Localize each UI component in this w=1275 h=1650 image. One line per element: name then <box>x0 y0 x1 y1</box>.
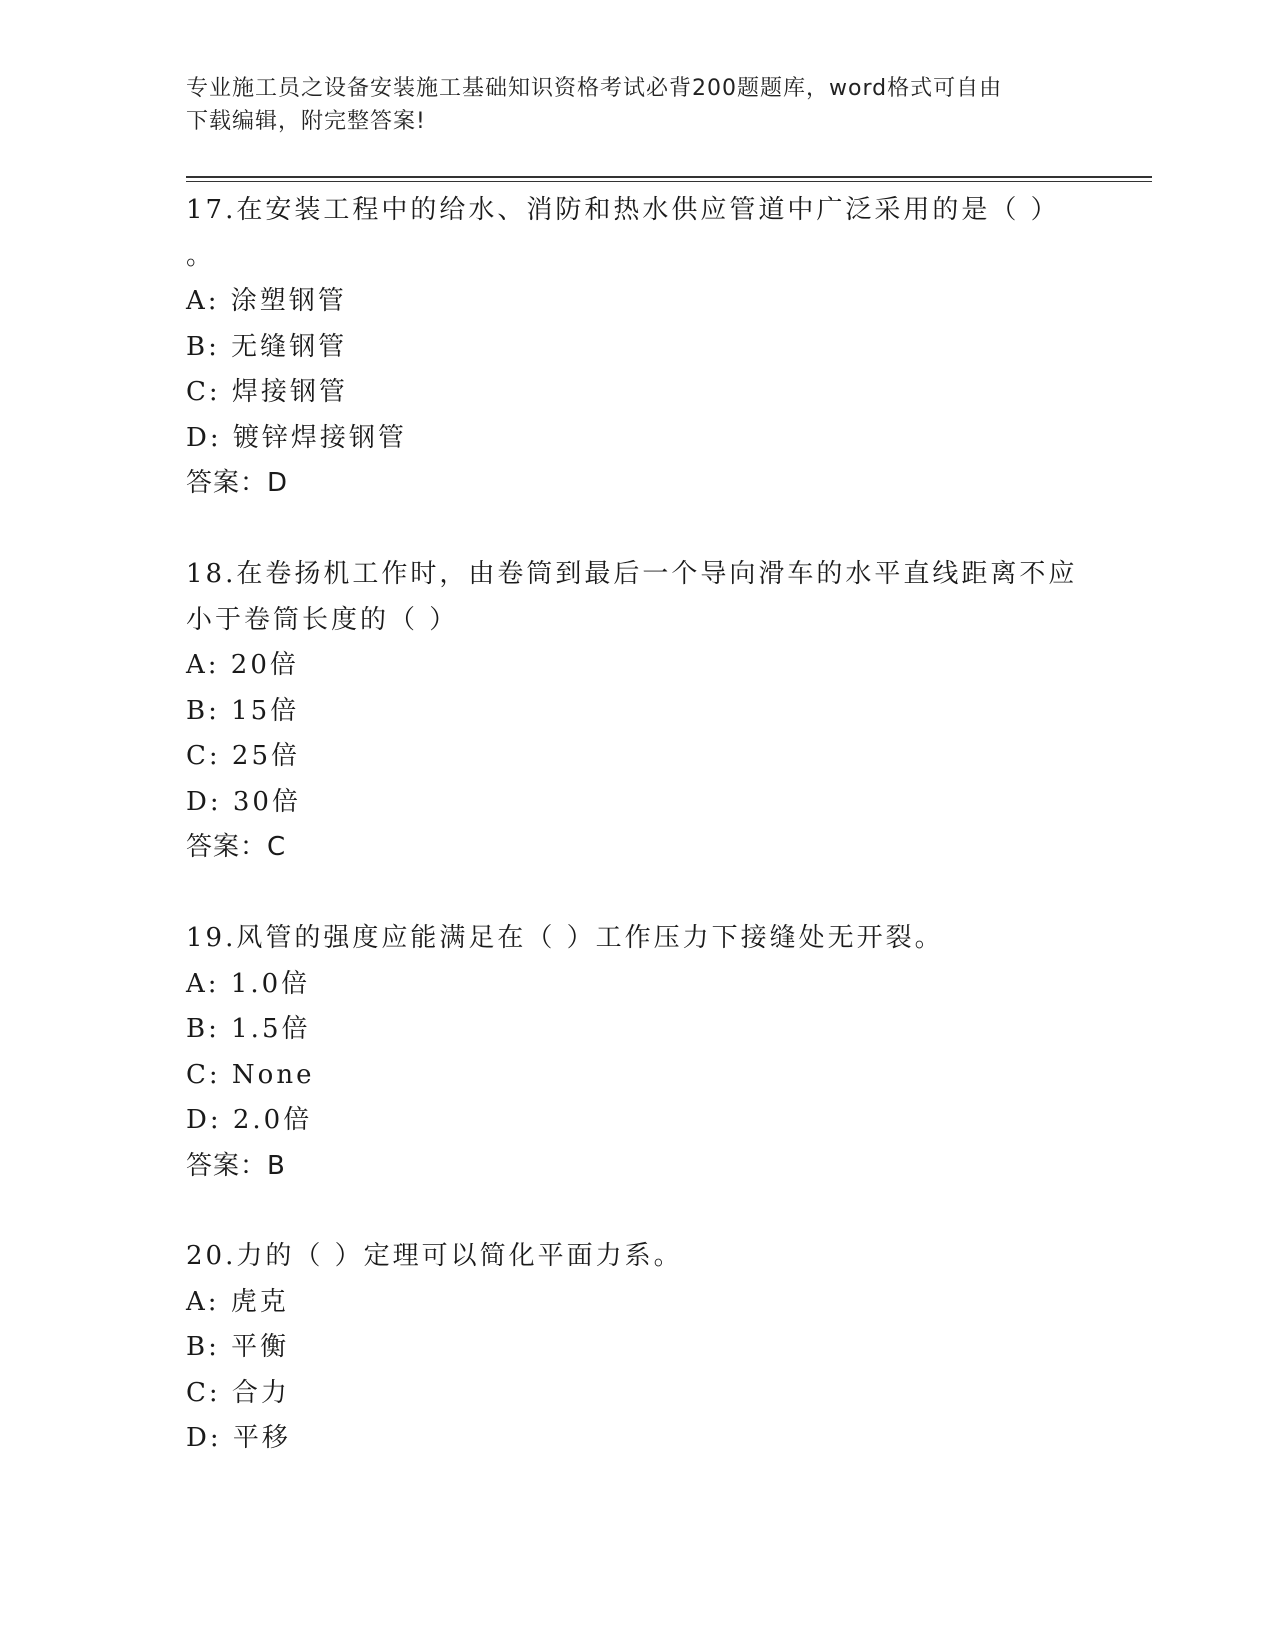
question-stem: 19.风管的强度应能满足在（ ）工作压力下接缝处无开裂。 <box>186 923 944 953</box>
option-b: B: 无缝钢管 <box>186 331 348 362</box>
option-c: C: 合力 <box>186 1377 290 1408</box>
option-b: B: 1.5倍 <box>186 1014 311 1044</box>
option-a: A: 20倍 <box>186 650 299 680</box>
option-b: B: 平衡 <box>186 1332 290 1362</box>
question-stem: 小于卷筒长度的（ ） <box>186 604 459 635</box>
answer-line: 答案：C <box>186 832 287 862</box>
option-d: D: 2.0倍 <box>186 1105 313 1135</box>
document-header <box>186 72 1066 138</box>
question-18 <box>186 552 1086 871</box>
option-a: A: 虎克 <box>186 1286 289 1317</box>
option-d: D: 30倍 <box>186 786 301 817</box>
option-c: C: None <box>186 1059 315 1090</box>
answer-line: 答案：D <box>186 468 289 498</box>
question-20 <box>186 1234 1086 1462</box>
answer-line: 答案：B <box>186 1150 286 1181</box>
option-d: D: 镀锌焊接钢管 <box>186 422 407 453</box>
header-line-1: 专业施工员之设备安装施工基础知识资格考试必背200题题库，word格式可自由 <box>186 76 1003 101</box>
option-a: A: 涂塑钢管 <box>186 286 347 316</box>
question-stem: 。 <box>186 240 216 271</box>
option-c: C: 25倍 <box>186 741 301 771</box>
question-17 <box>186 188 1086 507</box>
question-stem: 20.力的（ ）定理可以简化平面力系。 <box>186 1241 683 1271</box>
question-19 <box>186 916 1086 1189</box>
option-d: D: 平移 <box>186 1423 291 1453</box>
question-stem: 18.在卷扬机工作时，由卷筒到最后一个导向滑车的水平直线距离不应 <box>186 559 1078 589</box>
option-c: C: 焊接钢管 <box>186 377 348 407</box>
header-divider-thin <box>186 181 1152 182</box>
question-stem: 17.在安装工程中的给水、消防和热水供应管道中广泛采用的是（ ） <box>186 195 1060 225</box>
option-a: A: 1.0倍 <box>186 968 311 999</box>
header-divider-thick <box>186 176 1152 178</box>
header-line-2: 下载编辑，附完整答案! <box>186 109 426 134</box>
option-b: B: 15倍 <box>186 695 300 726</box>
